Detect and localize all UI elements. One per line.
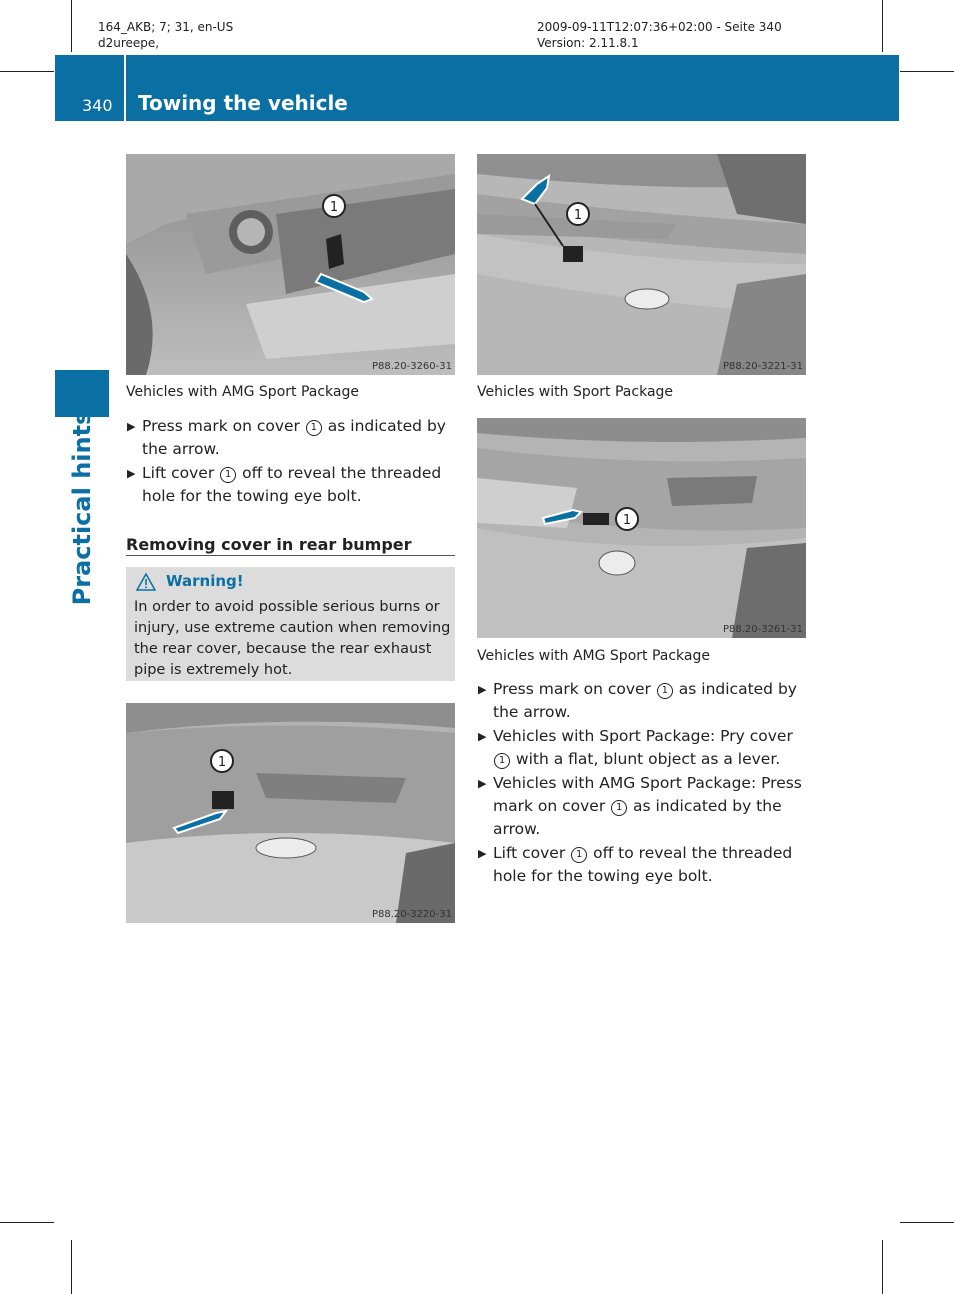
list-item	[126, 462, 458, 508]
meta-right-line2: Version: 2.11.8.1	[537, 36, 639, 50]
callout-ref-icon: 1	[220, 467, 236, 483]
callout-ref-icon: 1	[571, 847, 587, 863]
step-arrow-icon: ▶	[478, 847, 487, 860]
step-text: Press mark on cover	[493, 680, 656, 698]
crop-mark	[71, 1240, 72, 1294]
crop-mark	[71, 0, 72, 52]
callout-ref-icon: 1	[306, 420, 322, 436]
crop-mark	[900, 1222, 954, 1223]
figure-callout: 1	[329, 200, 339, 215]
step-text: as indicated by the arrow.	[493, 680, 797, 721]
figure-code: P88.20-3261-31	[722, 624, 803, 635]
step-text: Press mark on cover	[142, 417, 305, 435]
print-meta-left	[98, 19, 233, 51]
crop-mark	[882, 0, 883, 52]
callout-ref-icon: 1	[611, 800, 627, 816]
callout-ref-icon: 1	[657, 683, 673, 699]
figure-rear-bumper	[126, 703, 455, 923]
warning-text: In order to avoid possible serious burns or injury, use extreme caution when removing the rear cover, because the rear exhaust pipe is extremely hot.	[134, 599, 451, 678]
step-arrow-icon: ▶	[478, 683, 487, 696]
figure-caption: Vehicles with AMG Sport Package	[477, 648, 710, 664]
list-item	[477, 725, 810, 771]
meta-left-line1: 164_AKB; 7; 31, en-US	[98, 20, 234, 34]
page-title: Towing the vehicle	[138, 91, 348, 115]
crop-mark	[0, 71, 54, 72]
step-arrow-icon: ▶	[478, 730, 487, 743]
figure-code: P88.20-3260-31	[371, 361, 452, 372]
step-text: Lift cover	[493, 844, 571, 862]
step-text: Lift cover	[142, 464, 220, 482]
figure-callout: 1	[622, 513, 632, 528]
crop-mark	[900, 71, 954, 72]
figure-front-bumper	[126, 154, 455, 375]
print-meta-right	[537, 19, 782, 51]
side-tab-label: Practical hints	[68, 410, 96, 606]
left-step-list	[126, 415, 458, 509]
step-text: off to reveal the threaded hole for the towing eye bolt.	[142, 464, 442, 505]
list-item	[477, 772, 810, 841]
figure-callout: 1	[217, 755, 227, 770]
crop-mark	[0, 1222, 54, 1223]
step-text: with a flat, blunt object as a lever.	[511, 750, 781, 768]
meta-right-line1: 2009-09-11T12:07:36+02:00 - Seite 340	[537, 20, 782, 34]
section-heading: Removing cover in rear bumper	[126, 535, 455, 556]
figure-caption: Vehicles with Sport Package	[477, 384, 674, 400]
step-arrow-icon: ▶	[127, 420, 136, 433]
step-arrow-icon: ▶	[478, 777, 487, 790]
figure-callout: 1	[573, 208, 583, 223]
rear-bumper-illustration	[126, 703, 455, 923]
warning-title: Warning!	[166, 572, 244, 590]
step-text: as indicated by the arrow.	[493, 797, 782, 838]
rear-amg-illustration	[477, 418, 806, 638]
crop-mark	[882, 1240, 883, 1294]
warning-triangle-icon	[136, 573, 156, 591]
list-item	[126, 415, 458, 461]
page-number: 340	[82, 96, 113, 115]
step-arrow-icon: ▶	[127, 467, 136, 480]
meta-left-line2: d2ureepe,	[98, 36, 160, 50]
step-text: as indicated by the arrow.	[142, 417, 446, 458]
front-bumper-illustration	[126, 154, 455, 375]
right-step-list	[477, 678, 810, 889]
callout-ref-icon: 1	[494, 753, 510, 769]
list-item	[477, 678, 810, 724]
step-text: Vehicles with Sport Package: Pry cover	[493, 727, 793, 745]
rear-sport-illustration	[477, 154, 806, 375]
figure-code: P88.20-3220-31	[371, 909, 452, 920]
warning-box	[126, 567, 455, 681]
figure-code: P88.20-3221-31	[722, 361, 803, 372]
figure-rear-sport	[477, 154, 806, 375]
header-divider	[124, 55, 126, 121]
step-text: Vehicles with AMG Sport Package: Press mark on cover	[493, 774, 802, 815]
figure-rear-amg	[477, 418, 806, 638]
figure-caption: Vehicles with AMG Sport Package	[126, 384, 359, 400]
list-item	[477, 842, 810, 888]
step-text: off to reveal the threaded hole for the towing eye bolt.	[493, 844, 793, 885]
